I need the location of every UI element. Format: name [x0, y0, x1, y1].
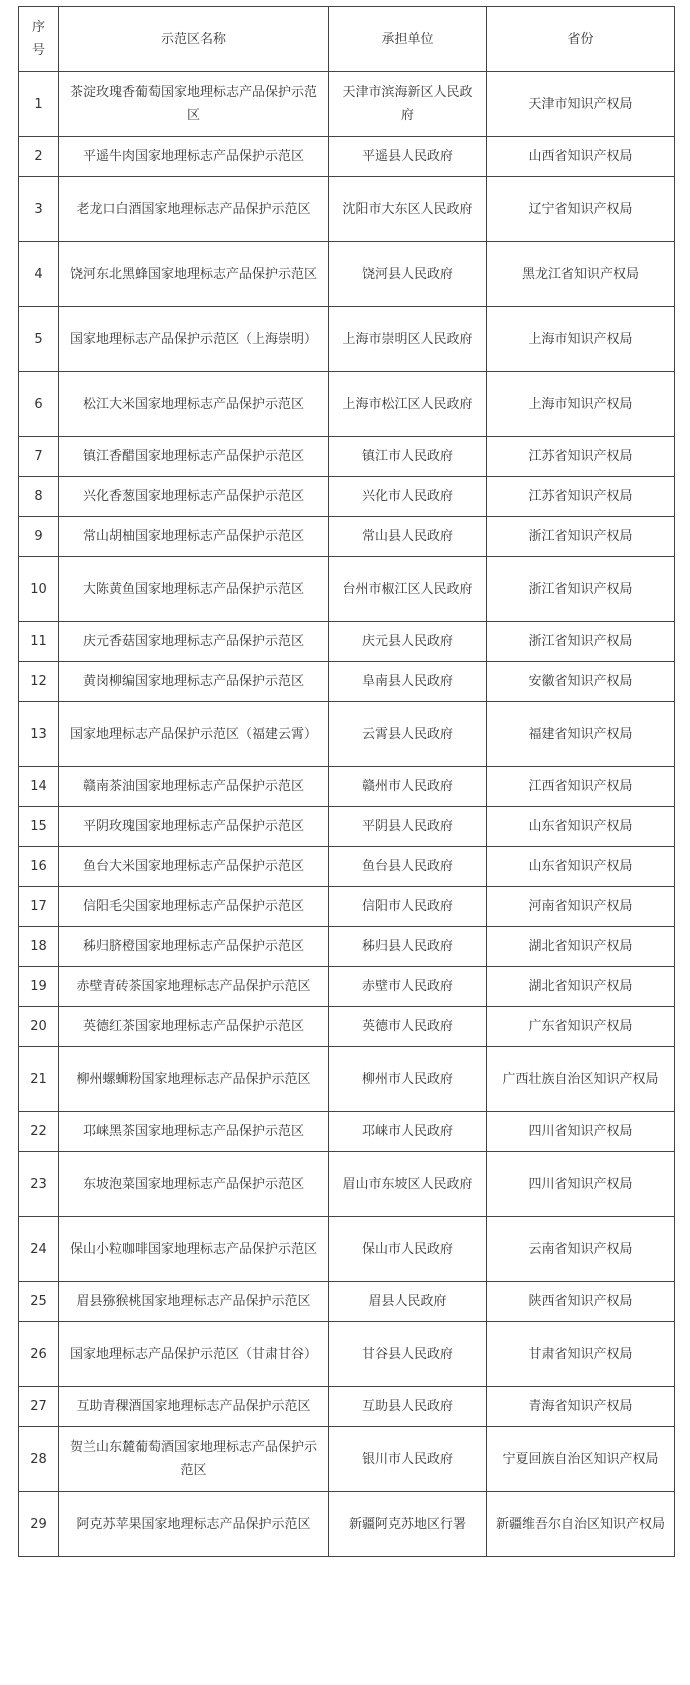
table-row [19, 1282, 675, 1322]
table-row [19, 1152, 675, 1217]
zone-name: 大陈黄鱼国家地理标志产品保护示范区 [59, 557, 329, 622]
table-row [19, 557, 675, 622]
zone-name: 国家地理标志产品保护示范区（福建云霄） [59, 702, 329, 767]
organization: 云霄县人民政府 [329, 702, 487, 767]
zone-name: 黄岗柳编国家地理标志产品保护示范区 [59, 662, 329, 702]
row-index: 9 [19, 517, 59, 557]
table-row [19, 622, 675, 662]
province: 河南省知识产权局 [487, 887, 675, 927]
province: 四川省知识产权局 [487, 1152, 675, 1217]
organization: 英德市人民政府 [329, 1007, 487, 1047]
organization: 兴化市人民政府 [329, 477, 487, 517]
row-index: 15 [19, 807, 59, 847]
province: 山东省知识产权局 [487, 847, 675, 887]
table-row [19, 477, 675, 517]
header-organization: 承担单位 [329, 7, 487, 72]
table-row [19, 1007, 675, 1047]
row-index: 2 [19, 137, 59, 177]
zone-name: 眉县猕猴桃国家地理标志产品保护示范区 [59, 1282, 329, 1322]
organization: 保山市人民政府 [329, 1217, 487, 1282]
zone-name: 饶河东北黑蜂国家地理标志产品保护示范区 [59, 242, 329, 307]
table-row [19, 177, 675, 242]
province: 江西省知识产权局 [487, 767, 675, 807]
province: 湖北省知识产权局 [487, 967, 675, 1007]
table-row [19, 1492, 675, 1557]
province: 浙江省知识产权局 [487, 517, 675, 557]
row-index: 19 [19, 967, 59, 1007]
row-index: 6 [19, 372, 59, 437]
header-province: 省份 [487, 7, 675, 72]
table-row [19, 1322, 675, 1387]
row-index: 8 [19, 477, 59, 517]
province: 四川省知识产权局 [487, 1112, 675, 1152]
row-index: 28 [19, 1427, 59, 1492]
organization: 阜南县人民政府 [329, 662, 487, 702]
zone-name: 老龙口白酒国家地理标志产品保护示范区 [59, 177, 329, 242]
organization: 上海市崇明区人民政府 [329, 307, 487, 372]
zone-name: 平遥牛肉国家地理标志产品保护示范区 [59, 137, 329, 177]
province: 云南省知识产权局 [487, 1217, 675, 1282]
province: 安徽省知识产权局 [487, 662, 675, 702]
row-index: 14 [19, 767, 59, 807]
organization: 赤壁市人民政府 [329, 967, 487, 1007]
header-zone-name: 示范区名称 [59, 7, 329, 72]
organization: 柳州市人民政府 [329, 1047, 487, 1112]
organization: 银川市人民政府 [329, 1427, 487, 1492]
table-row [19, 767, 675, 807]
zone-name: 赣南茶油国家地理标志产品保护示范区 [59, 767, 329, 807]
table-row [19, 887, 675, 927]
row-index: 22 [19, 1112, 59, 1152]
table-row [19, 372, 675, 437]
row-index: 29 [19, 1492, 59, 1557]
zone-name: 邛崃黑茶国家地理标志产品保护示范区 [59, 1112, 329, 1152]
province: 宁夏回族自治区知识产权局 [487, 1427, 675, 1492]
row-index: 5 [19, 307, 59, 372]
organization: 常山县人民政府 [329, 517, 487, 557]
province: 江苏省知识产权局 [487, 477, 675, 517]
row-index: 27 [19, 1387, 59, 1427]
province: 陕西省知识产权局 [487, 1282, 675, 1322]
organization: 平阴县人民政府 [329, 807, 487, 847]
zone-name: 国家地理标志产品保护示范区（甘肃甘谷） [59, 1322, 329, 1387]
organization: 平遥县人民政府 [329, 137, 487, 177]
zone-name: 平阴玫瑰国家地理标志产品保护示范区 [59, 807, 329, 847]
province: 山东省知识产权局 [487, 807, 675, 847]
row-index: 24 [19, 1217, 59, 1282]
zone-name: 东坡泡菜国家地理标志产品保护示范区 [59, 1152, 329, 1217]
zone-name: 信阳毛尖国家地理标志产品保护示范区 [59, 887, 329, 927]
table-row [19, 847, 675, 887]
organization: 眉山市东坡区人民政府 [329, 1152, 487, 1217]
row-index: 7 [19, 437, 59, 477]
province: 湖北省知识产权局 [487, 927, 675, 967]
header-row [19, 7, 675, 72]
organization: 上海市松江区人民政府 [329, 372, 487, 437]
zone-name: 鱼台大米国家地理标志产品保护示范区 [59, 847, 329, 887]
zone-name: 阿克苏苹果国家地理标志产品保护示范区 [59, 1492, 329, 1557]
table-row [19, 1387, 675, 1427]
organization: 庆元县人民政府 [329, 622, 487, 662]
organization: 眉县人民政府 [329, 1282, 487, 1322]
zone-name: 松江大米国家地理标志产品保护示范区 [59, 372, 329, 437]
table-row [19, 242, 675, 307]
row-index: 10 [19, 557, 59, 622]
zone-name: 国家地理标志产品保护示范区（上海崇明） [59, 307, 329, 372]
row-index: 13 [19, 702, 59, 767]
demonstration-zone-table [18, 6, 675, 1557]
province: 广东省知识产权局 [487, 1007, 675, 1047]
organization: 邛崃市人民政府 [329, 1112, 487, 1152]
row-index: 12 [19, 662, 59, 702]
province: 上海市知识产权局 [487, 372, 675, 437]
zone-name: 柳州螺蛳粉国家地理标志产品保护示范区 [59, 1047, 329, 1112]
organization: 信阳市人民政府 [329, 887, 487, 927]
province: 山西省知识产权局 [487, 137, 675, 177]
province: 江苏省知识产权局 [487, 437, 675, 477]
province: 广西壮族自治区知识产权局 [487, 1047, 675, 1112]
province: 福建省知识产权局 [487, 702, 675, 767]
province: 天津市知识产权局 [487, 72, 675, 137]
province: 浙江省知识产权局 [487, 622, 675, 662]
row-index: 4 [19, 242, 59, 307]
organization: 赣州市人民政府 [329, 767, 487, 807]
organization: 秭归县人民政府 [329, 927, 487, 967]
zone-name: 兴化香葱国家地理标志产品保护示范区 [59, 477, 329, 517]
organization: 镇江市人民政府 [329, 437, 487, 477]
province: 甘肃省知识产权局 [487, 1322, 675, 1387]
table-row [19, 807, 675, 847]
province: 青海省知识产权局 [487, 1387, 675, 1427]
table-row [19, 72, 675, 137]
province: 黑龙江省知识产权局 [487, 242, 675, 307]
organization: 饶河县人民政府 [329, 242, 487, 307]
header-index: 序号 [19, 7, 59, 72]
row-index: 11 [19, 622, 59, 662]
row-index: 25 [19, 1282, 59, 1322]
table-row [19, 1112, 675, 1152]
row-index: 26 [19, 1322, 59, 1387]
organization: 甘谷县人民政府 [329, 1322, 487, 1387]
table-row [19, 662, 675, 702]
table-row [19, 517, 675, 557]
province: 辽宁省知识产权局 [487, 177, 675, 242]
organization: 台州市椒江区人民政府 [329, 557, 487, 622]
organization: 鱼台县人民政府 [329, 847, 487, 887]
zone-name: 英德红茶国家地理标志产品保护示范区 [59, 1007, 329, 1047]
zone-name: 庆元香菇国家地理标志产品保护示范区 [59, 622, 329, 662]
row-index: 20 [19, 1007, 59, 1047]
row-index: 18 [19, 927, 59, 967]
table-row [19, 702, 675, 767]
table-row [19, 927, 675, 967]
row-index: 3 [19, 177, 59, 242]
table-row [19, 437, 675, 477]
table-row [19, 1427, 675, 1492]
row-index: 1 [19, 72, 59, 137]
province: 上海市知识产权局 [487, 307, 675, 372]
table-body [19, 72, 675, 1557]
zone-name: 保山小粒咖啡国家地理标志产品保护示范区 [59, 1217, 329, 1282]
table-row [19, 1047, 675, 1112]
zone-name: 赤壁青砖茶国家地理标志产品保护示范区 [59, 967, 329, 1007]
organization: 新疆阿克苏地区行署 [329, 1492, 487, 1557]
zone-name: 贺兰山东麓葡萄酒国家地理标志产品保护示范区 [59, 1427, 329, 1492]
organization: 天津市滨海新区人民政府 [329, 72, 487, 137]
row-index: 23 [19, 1152, 59, 1217]
zone-name: 茶淀玫瑰香葡萄国家地理标志产品保护示范区 [59, 72, 329, 137]
row-index: 17 [19, 887, 59, 927]
table-row [19, 307, 675, 372]
table-row [19, 137, 675, 177]
organization: 沈阳市大东区人民政府 [329, 177, 487, 242]
zone-name: 秭归脐橙国家地理标志产品保护示范区 [59, 927, 329, 967]
province: 新疆维吾尔自治区知识产权局 [487, 1492, 675, 1557]
table-row [19, 967, 675, 1007]
organization: 互助县人民政府 [329, 1387, 487, 1427]
row-index: 16 [19, 847, 59, 887]
zone-name: 镇江香醋国家地理标志产品保护示范区 [59, 437, 329, 477]
zone-name: 互助青稞酒国家地理标志产品保护示范区 [59, 1387, 329, 1427]
row-index: 21 [19, 1047, 59, 1112]
table-row [19, 1217, 675, 1282]
zone-name: 常山胡柚国家地理标志产品保护示范区 [59, 517, 329, 557]
province: 浙江省知识产权局 [487, 557, 675, 622]
